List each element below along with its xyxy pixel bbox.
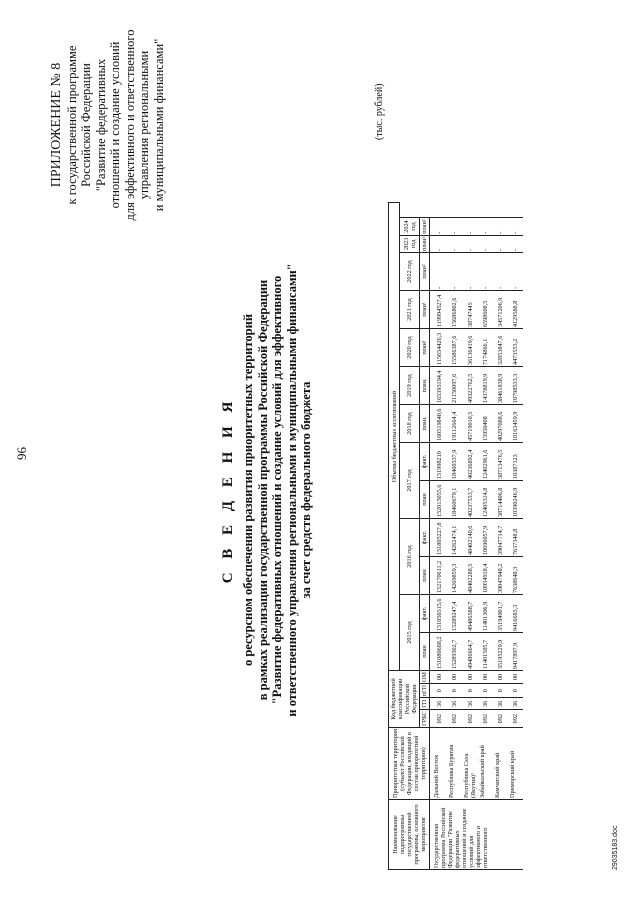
- header-territory: Приоритетная территория (субъект Российской Федерации, входящий в состав приоритетной территории): [389, 728, 430, 800]
- value-cell: -: [462, 218, 478, 235]
- appendix-line: и муниципальными финансами": [151, 38, 166, 212]
- value-cell: 39047714,7: [493, 519, 508, 557]
- om-cell: 00: [462, 671, 478, 684]
- header-sub: план.: [420, 367, 430, 405]
- header-year: 2016 год: [400, 519, 420, 595]
- grbs-cell: 092: [478, 710, 493, 728]
- value-cell: 152170611,2: [430, 557, 448, 595]
- value-cell: 7637348,8: [508, 519, 523, 557]
- value-cell: 151805227,8: [430, 519, 448, 557]
- value-cell: 9416683,3: [508, 595, 523, 633]
- table-row: [478, 203, 493, 870]
- grbs-cell: 092: [447, 710, 462, 728]
- value-cell: 18460679,1: [447, 481, 462, 519]
- territory-cell: Республика Саха (Якутия)¹: [462, 728, 478, 800]
- value-cell: 14269859,3: [447, 557, 462, 595]
- header-year: 2015 год: [400, 595, 420, 671]
- header-sub: план²: [421, 219, 428, 234]
- value-cell: 11401505,7: [478, 633, 493, 671]
- value-cell: -: [493, 218, 508, 235]
- value-cell: 12402961,6: [478, 443, 493, 481]
- page-number: 96: [14, 447, 29, 460]
- value-cell: 14378819,9: [478, 367, 493, 405]
- value-cell: 151050315,6: [430, 595, 448, 633]
- value-cell: 10387123: [508, 443, 523, 481]
- value-cell: 36136419,6: [462, 329, 478, 367]
- header-sub: план²: [420, 253, 430, 291]
- heading-line: "Развитие федеративных отношений и создание условий для эффективного: [270, 275, 284, 705]
- table-row: [462, 203, 478, 870]
- header-sub: план.: [420, 405, 430, 443]
- gp-cell: 36: [447, 698, 462, 710]
- value-cell: 7638648,3: [508, 557, 523, 595]
- value-cell: 45719010,5: [462, 405, 478, 443]
- om-cell: 00: [508, 671, 523, 684]
- value-cell: 151080688,2: [430, 633, 448, 671]
- value-cell: 15586387,6: [447, 329, 462, 367]
- value-cell: 40297088,6: [493, 405, 508, 443]
- appendix-line: управления региональными: [137, 50, 151, 200]
- value-cell: -: [478, 235, 493, 252]
- header-code-om: ОМ: [421, 672, 428, 682]
- value-cell: 10163459,9: [508, 405, 523, 443]
- value-cell: -: [430, 218, 448, 235]
- value-cell: 6598608,5: [478, 291, 493, 329]
- header-budget-code: Код бюджетной классификации Российской Федерации: [389, 671, 420, 728]
- document-heading: [220, 190, 314, 790]
- value-cell: 48402288,5: [462, 557, 478, 595]
- header-sub: план: [420, 557, 430, 595]
- appendix-line: к государственной программе: [64, 45, 79, 205]
- value-cell: -: [447, 218, 462, 235]
- value-cell: -: [508, 218, 523, 235]
- om-cell: 00: [430, 671, 448, 684]
- program-name-cell: Государственная программа Российской Федерации "Развитие федеративных отношений и создание условий для эффективного и ответственного: [430, 800, 524, 870]
- value-cell: 40237533,7: [462, 481, 478, 519]
- pgp-cell: 0: [493, 683, 508, 697]
- value-cell: 32853847,6: [493, 329, 508, 367]
- value-cell: 10390246,9: [508, 481, 523, 519]
- rotated-content: [10, 20, 630, 880]
- value-cell: 34571206,9: [493, 291, 508, 329]
- header-year: 2024 год: [400, 218, 420, 235]
- value-cell: -: [447, 253, 462, 291]
- table-row: [447, 203, 462, 870]
- value-cell: 151998210: [430, 443, 448, 481]
- value-cell: 15686802,6: [447, 291, 462, 329]
- header-year: 2021 год: [400, 291, 420, 329]
- value-cell: 11401306,9: [478, 595, 493, 633]
- value-cell: 39047948,2: [493, 557, 508, 595]
- header-sub: план¹: [420, 291, 430, 329]
- value-cell: 165393194,4: [430, 367, 448, 405]
- territory-cell: Забайкальский край: [478, 728, 493, 800]
- value-cell: 35195229,9: [493, 633, 508, 671]
- pgp-cell: 0: [508, 683, 523, 697]
- grbs-cell: 092: [508, 710, 523, 728]
- grbs-cell: 092: [430, 710, 448, 728]
- value-cell: 4129588,8: [508, 291, 523, 329]
- value-cell: 38747445: [462, 291, 478, 329]
- appendix-block: [50, 20, 166, 230]
- gp-cell: 36: [430, 698, 448, 710]
- territory-cell: Камчатский край: [493, 728, 508, 800]
- header-year: 2019 год: [400, 367, 420, 405]
- territory-cell: Республика Бурятия: [447, 728, 462, 800]
- header-program-name: Наименование подпрограммы государственной программы, основного мероприятия: [389, 800, 430, 870]
- pgp-cell: 0: [447, 683, 462, 697]
- value-cell: -: [462, 235, 478, 252]
- value-cell: 49486588,7: [462, 595, 478, 633]
- value-cell: 19112664,4: [447, 405, 462, 443]
- table-body: [430, 203, 524, 870]
- value-cell: 48402140,6: [462, 519, 478, 557]
- heading-line: за счет средств федерального бюджета: [299, 381, 313, 599]
- value-cell: 38713476,5: [493, 443, 508, 481]
- value-cell: -: [447, 235, 462, 252]
- table-row: [493, 203, 508, 870]
- header-volumes: Объемы бюджетных ассигнований: [389, 203, 400, 671]
- om-cell: 00: [493, 671, 508, 684]
- value-cell: 115654426,3: [430, 329, 448, 367]
- header-sub: факт.: [420, 595, 430, 633]
- grbs-cell: 092: [493, 710, 508, 728]
- value-cell: 38714406,8: [493, 481, 508, 519]
- header-sub: план¹: [420, 329, 430, 367]
- budget-table: [388, 202, 523, 870]
- value-cell: 21150097,6: [447, 367, 462, 405]
- header-year: 2020 год: [400, 329, 420, 367]
- value-cell: 35194901,7: [493, 595, 508, 633]
- appendix-line: для эффективного и ответственного: [122, 29, 137, 221]
- value-cell: 49322762,5: [462, 367, 478, 405]
- value-cell: 10954918,4: [478, 557, 493, 595]
- value-cell: 15289302,7: [447, 633, 462, 671]
- header-sub: план: [420, 633, 430, 671]
- value-cell: 15289247,4: [447, 595, 462, 633]
- value-cell: -: [508, 253, 523, 291]
- header-sub: план: [420, 481, 430, 519]
- appendix-title: ПРИЛОЖЕНИЕ № 8: [49, 62, 64, 188]
- heading-line: о ресурсном обеспечении развития приоритетных территорий: [241, 313, 255, 667]
- value-cell: -: [493, 253, 508, 291]
- value-cell: 7174866,1: [478, 329, 493, 367]
- pgp-cell: 0: [430, 683, 448, 697]
- value-cell: 12405314,8: [478, 481, 493, 519]
- header-year: 2018 год: [400, 405, 420, 443]
- om-cell: 00: [447, 671, 462, 684]
- value-cell: 14262474,1: [447, 519, 462, 557]
- value-cell: 9417897,9: [508, 633, 523, 671]
- header-code-pgp: пГП: [421, 684, 428, 697]
- territory-cell: Дальний Восток: [430, 728, 448, 800]
- gp-cell: 36: [493, 698, 508, 710]
- units-label: (тыс. рублей): [374, 83, 385, 140]
- value-cell: -: [478, 253, 493, 291]
- table-row: [430, 203, 448, 870]
- pgp-cell: 0: [478, 683, 493, 697]
- gp-cell: 36: [478, 698, 493, 710]
- territory-cell: Приморский край: [508, 728, 523, 800]
- value-cell: 10696057,9: [478, 519, 493, 557]
- value-cell: -: [430, 253, 448, 291]
- grbs-cell: 092: [462, 710, 478, 728]
- value-cell: -: [430, 235, 448, 252]
- heading-title: С В Е Д Е Н И Я: [220, 396, 236, 584]
- om-cell: 00: [478, 671, 493, 684]
- header-year: 2017 год: [400, 443, 420, 519]
- value-cell: -: [493, 235, 508, 252]
- value-cell: 160519840,6: [430, 405, 448, 443]
- table-row: [508, 203, 523, 870]
- value-cell: 40236892,4: [462, 443, 478, 481]
- pgp-cell: 0: [462, 683, 478, 697]
- appendix-line: "Развитие федеративных: [93, 58, 108, 192]
- footer-doc-name: 29035183.doc: [612, 825, 619, 870]
- value-cell: 15950408: [478, 405, 493, 443]
- header-sub: факт.: [420, 519, 430, 557]
- header-code-grbs: ГРБС: [421, 711, 428, 726]
- heading-line: в рамках реализации государственной программы Российской Федерации: [255, 279, 270, 701]
- header-code-gp: ГП: [421, 699, 428, 708]
- heading-line: и ответственного управления региональными и муниципальными финансами": [284, 263, 299, 717]
- value-cell: 49486664,7: [462, 633, 478, 671]
- header-year: 2023 год: [400, 235, 420, 252]
- value-cell: -: [462, 253, 478, 291]
- gp-cell: 36: [508, 698, 523, 710]
- gp-cell: 36: [462, 698, 478, 710]
- value-cell: -: [478, 218, 493, 235]
- value-cell: 119994527,4: [430, 291, 448, 329]
- value-cell: 10798533,3: [508, 367, 523, 405]
- header-sub: план²: [421, 236, 428, 251]
- value-cell: 4473553,2: [508, 329, 523, 367]
- appendix-line: отношений и создание условий: [108, 41, 122, 209]
- header-sub: факт.: [420, 443, 430, 481]
- appendix-line: Российской Федерации: [79, 63, 93, 187]
- value-cell: 152015055,6: [430, 481, 448, 519]
- value-cell: 18460337,9: [447, 443, 462, 481]
- header-year: 2022 год: [400, 253, 420, 291]
- value-cell: -: [508, 235, 523, 252]
- value-cell: 38461838,9: [493, 367, 508, 405]
